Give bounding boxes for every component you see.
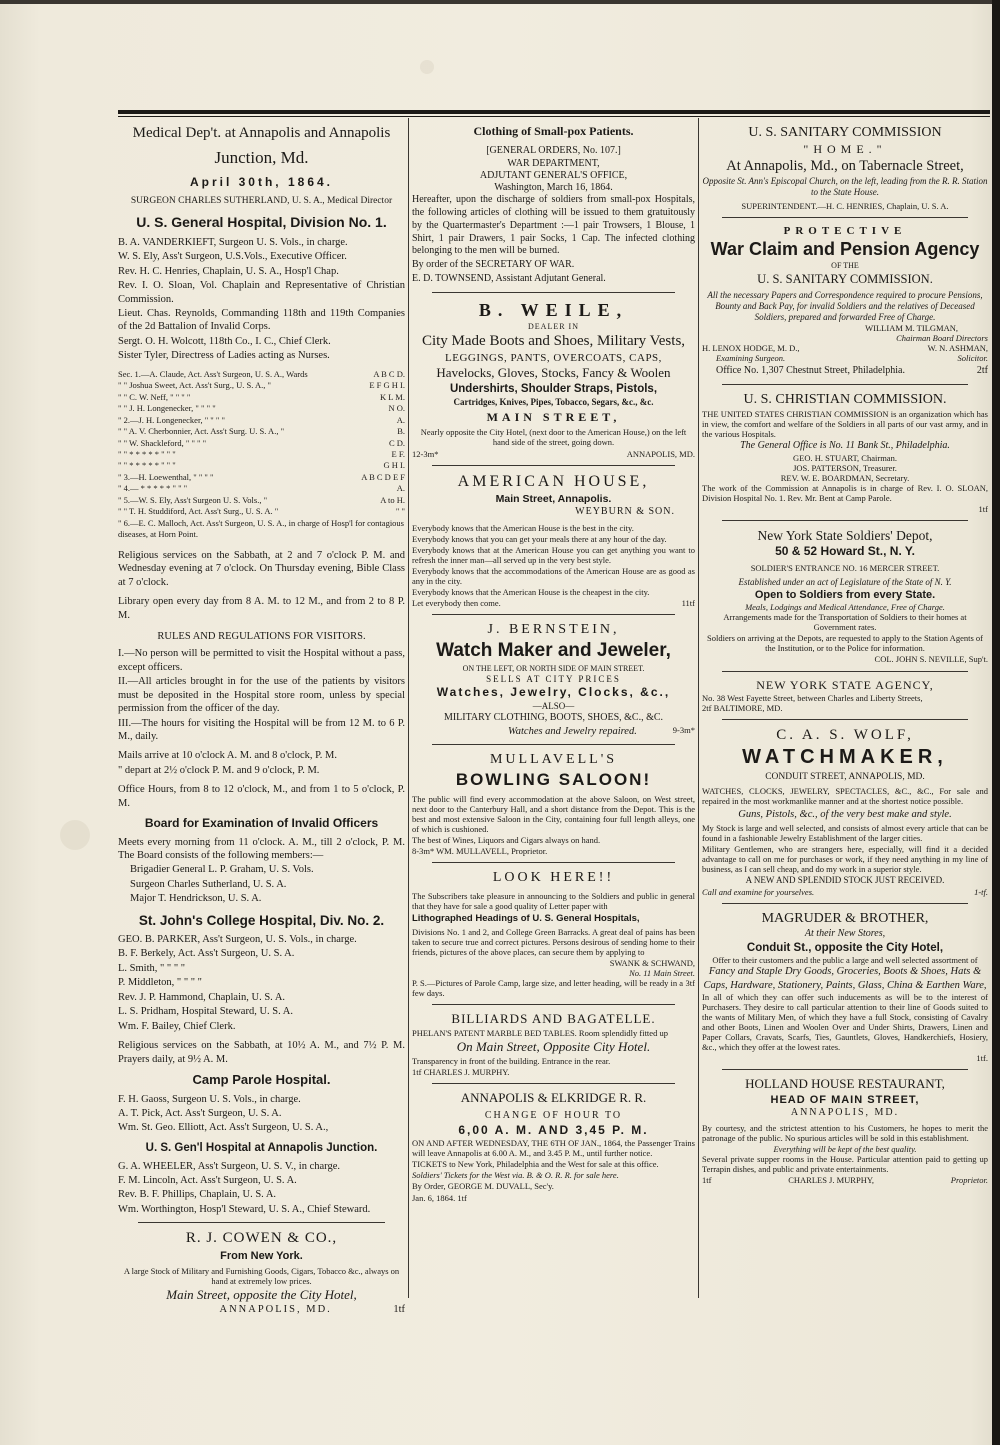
christian-office: The General Office is No. 11 Bank St., Philadelphia. [740,439,950,451]
office-hours: Office Hours, from 8 to 12 o'clock, M., and from 1 to 5 o'clock, P. M. [118,784,405,809]
office-address: Office No. 1,307 Chestnut Street, Philadelphia. [716,365,905,377]
ashman-role: Solicitor. [957,353,988,364]
divider [722,671,968,672]
rules-title: RULES AND REGULATIONS FOR VISITORS. [157,630,366,642]
hodge-name: H. LENOX HODGE, M. D., [702,343,800,354]
look-text: The Subscribers take pleasure in announcing to the Soldiers and public in general that they have for sale a good quality of Letter paper with [412,891,695,912]
american-subtitle: Main Street, Annapolis. [495,492,612,505]
look-heading: Lithographed Headings of U. S. General Hospitals, [412,913,640,925]
railroad-sign: By Order, GEORGE M. DUVALL, Sec'y. [412,1181,554,1192]
ward-letters: N O. [388,403,405,414]
ward-row [118,460,405,471]
billiards-text: PHELAN'S PATENT MARBLE BED TABLES. Room splendidly fitted up [412,1027,668,1038]
dateline: April 30th, 1864. [189,174,334,189]
mails-depart: " depart at 2½ o'clock P. M. and 9 o'clock, P. M. [118,764,320,776]
staff-line: F. H. Gaoss, Surgeon U. S. Vols., in charge. [118,1093,301,1105]
sanitary-title: U. S. SANITARY COMMISSION [748,125,942,140]
billiards-note: Transparency in front of the building. Entrance in the rear. [412,1055,611,1066]
agency-title: NEW YORK STATE AGENCY, [756,677,934,692]
ny-depot-established: Established under an act of Legislature of the State of N. Y. [738,577,952,588]
railroad-soldiers: Soldiers' Tickets for the West via. B. & O. R. R. for sale here. [412,1170,619,1181]
wolf-code: 1-tf. [974,886,988,897]
christian-code: 1tf [978,503,988,514]
spacer [412,725,472,738]
look-text-2: Divisions No. 1 and 2, and College Green Barracks. A great deal of pains has been taken to secure true and correct pictures. Persons desirous of sending home to their friends, pictures of the above places, can secure them by applying to [412,927,695,958]
column-divider [408,118,409,1298]
staff-line: Rev. I. O. Sloan, Vol. Chaplain and Representative of Christian Commission. [118,280,405,305]
page-right-edge [992,0,1000,1445]
wolf-stock: My Stock is large and well selected, and consists of almost every article that can be found in a fashionable Jewelry Establishment of the larger cities. [702,823,988,844]
magruder-location: Conduit St., opposite the City Hotel, [746,941,944,954]
junction-title: U. S. Gen'l Hospital at Annapolis Junction. [145,1141,378,1154]
divider [722,217,968,218]
bernstein-items: Watches, Jewelry, Clocks, &c., [436,685,671,700]
staff-line: Wm. F. Bailey, Chief Clerk. [118,1020,236,1032]
orders-line: Washington, March 16, 1864. [494,181,613,193]
rule-item: III.—The hours for visiting the Hospital will be from 12 M. to 6 P. M., daily. [118,717,405,742]
staff-line: F. M. Lincoln, Act. Ass't Surgeon, U. S. A. [118,1175,297,1187]
officers-role-row [702,353,988,363]
billiards-location: On Main Street, Opposite City Hotel. [456,1038,651,1054]
staff-line: GEO. B. PARKER, Ass't Surgeon, U. S. Vols., in charge. [118,934,357,945]
bernstein-code: 9-3m* [672,724,695,735]
officers-row [702,343,988,353]
library-hours: Library open every day from 8 A. M. to 12 M., and from 2 to 8 P. M. [118,596,405,621]
ward-surgeon: " " * * * * * " " " [118,460,176,471]
american-end: Let everybody then come. [412,598,501,609]
divider [432,614,675,615]
camp-parole-title: Camp Parole Hospital. [192,1071,331,1087]
ward-surgeon: Sec. 1.—A. Claude, Act. Ass't Surgeon, U. S. A., Wards [118,368,308,379]
ward-row [118,483,405,494]
holland-title: HOLLAND HOUSE RESTAURANT, [745,1076,945,1092]
ward-surgeon: " " T. H. Studdiford, Act. Ass't Surg., U. S. A. " [118,506,279,517]
wolf-military: Military Gentlemen, who are strangers here, especially, will find it a decided advantage to call on me for purchases or work, if they need anything in my line of business, as I can sell cheap, and do my work in a superior style. [702,844,988,875]
american-line: Everybody knows that you can get your meals there at any hour of the day. [412,534,667,545]
american-footer [412,598,695,608]
ward-letters: E F. [391,449,405,459]
ny-depot-sign: COL. JOHN S. NEVILLE, Sup't. [874,654,988,665]
ward-letters: E F G H I. [369,380,405,391]
column-divider [698,118,699,1298]
railroad-title: ANNAPOLIS & ELKRIDGE R. R. [460,1089,647,1105]
orders-line: WAR DEPARTMENT, [507,157,600,169]
cowen-footer [118,1303,405,1316]
american-owner: WEYBURN & SON. [575,506,675,518]
column-1 [118,120,405,1317]
home-location: At Annapolis, Md., on Tabernacle Street, [726,158,964,175]
mails-arrive: Mails arrive at 10 o'clock A. M. and 8 o'clock, P. M. [118,750,337,762]
hodge-role: Examining Surgeon. [716,353,786,364]
ward-table [118,369,405,541]
bernstein-location: ON THE LEFT, OR NORTH SIDE OF MAIN STREET. [462,663,645,673]
ny-depot-soldiers: Soldiers on arriving at the Depots, are requested to apply to the Station Agents of the Institution, or to the Police for information. [707,633,983,654]
divider [722,384,968,385]
christian-officer: REV. W. E. BOARDMAN, Secretary. [780,472,910,483]
orders-header [412,145,695,194]
board-member: Brigadier General L. P. Graham, U. S. Vols. [130,864,314,876]
home-superintendent: SUPERINTENDENT.—H. C. HENRIES, Chaplain, U. S. A. [741,200,949,211]
ward-row [118,449,405,460]
st-johns-services: Religious services on the Sabbath, at 10½ A. M., and 7½ P. M. Prayers daily, at 9½ A. M. [118,1040,405,1065]
page-top-edge [0,0,992,4]
cowen-address: Main Street, opposite the City Hotel, [166,1286,357,1302]
ward-letters: A. [396,414,405,425]
of-the: OF THE [831,260,859,270]
divider [722,903,968,904]
railroad-change: CHANGE OF HOUR TO [484,1110,623,1122]
ward-row [118,392,405,403]
war-claim-title: War Claim and Pension Agency [710,238,980,259]
office-row [702,365,988,378]
bernstein-heading: Watch Maker and Jeweler, [436,640,671,662]
tilghman-role: Chairman Board Directors [896,333,988,344]
ward-row [118,438,405,449]
look-address: No. 11 Main Street. [629,968,695,979]
wolf-new-stock: A NEW AND SPLENDID STOCK JUST RECEIVED. [745,875,945,886]
holland-city: ANNAPOLIS, MD. [790,1107,900,1119]
medical-dept-title-2: Junction, Md. [214,148,309,168]
division-1-staff [118,236,405,363]
billiards-title: BILLIARDS AND BAGATELLE. [451,1011,656,1027]
railroad-tickets: TICKETS to New York, Philadelphia and the West for sale at this office. [412,1159,659,1170]
staff-line: L. S. Pridham, Hospital Steward, U. S. A. [118,1006,293,1018]
look-sign: SWANK & SCHWAND, [609,958,695,969]
mullavell-sign: 8-3m* WM. MULLAVELL, Proprietor. [412,846,548,857]
holland-footer [702,1175,988,1185]
staff-line: Wm. St. Geo. Elliott, Act. Ass't Surgeon, U. S. A., [118,1122,329,1134]
wolf-call: Call and examine for yourselves. [702,886,815,897]
ward-row [118,506,405,517]
ward-surgeon: " 4.— * * * * * " " " [118,483,188,494]
ward-surgeon: " " Joshua Sweet, Act. Ass't Surg., U. S. A., " [118,380,271,391]
american-code: 11tf [681,598,695,609]
weile-line: City Made Boots and Shoes, Military Vests, [421,332,686,349]
holland-style: Everything will be kept of the best quality. [773,1143,917,1154]
weile-line: LEGGINGS, PANTS, OVERCOATS, CAPS, [445,352,662,365]
divider [722,1069,968,1070]
look-ps-row [412,978,695,998]
ward-surgeon: " " * * * * * " " " [118,449,176,459]
ward-row [118,380,405,391]
american-line: Everybody knows that the accommodations of the American House are as good as any in the city. [412,566,695,587]
rule-item: II.—All articles brought in for the use of the patients by visitors must be deposited in the Hospital store room, unless by special permission from the officer of the day. [118,676,405,715]
ward-surgeon: " " A. V. Cherbonnier, Act. Ass't Surg. U. S. A., " [118,426,285,437]
american-line: Everybody knows that the American House is the cheapest in the city. [412,587,650,598]
home-subtitle: Opposite St. Ann's Episcopal Church, on the left, leading from the R. R. Station to the State House. [702,175,988,197]
look-ps: P. S.—Pictures of Parole Camp, large size, and letter heading, will be ready in a few days. [412,978,684,999]
christian-text: THE UNITED STATES CHRISTIAN COMMISSION is an organization which has in view, the comfort and welfare of the Soldiers in all parts of our vast army, and in the various Hospitals. [702,408,988,439]
magruder-title: MAGRUDER & BROTHER, [761,910,929,926]
divider [138,1222,385,1223]
weile-line: Havelocks, Gloves, Stocks, Fancy & Woolen [436,365,671,381]
ward-letters: A to H. [380,494,405,505]
weile-dealer: DEALER IN [528,321,579,331]
board-member: Major T. Hendrickson, U. S. A. [130,893,262,905]
cowen-city: ANNAPOLIS, MD. [219,1304,332,1316]
orders-sign: By order of the SECRETARY OF WAR. [412,259,575,271]
agency-sign: 2tf BALTIMORE, MD. [702,702,783,713]
wolf-title: C. A. S. WOLF, [776,726,914,743]
ward-surgeon: " " C. W. Neff, " " " " [118,391,191,402]
divider [432,465,675,466]
ward-letters: G H I. [383,460,405,471]
top-rule [118,110,990,114]
staff-line: Lieut. Chas. Reynolds, Commanding 118th and 119th Companies of the 2d Battalion of Invalid Corps. [118,307,405,333]
column-3 [702,120,988,1185]
division-1-title: U. S. General Hospital, Division No. 1. [136,213,387,230]
ward-surgeon: " 3.—H. Loewenthal, " " " " [118,471,214,482]
medical-director: SURGEON CHARLES SUTHERLAND, U. S. A., Medical Director [130,196,393,207]
magruder-code: 1tf. [976,1053,988,1064]
magruder-offer: Offer to their customers and the public a large and well selected assortment of [712,955,978,966]
weile-line: Nearly opposite the City Hotel, (next door to the American House,) on the left hand side of the street, going down. [420,427,687,448]
cowen-text: A large Stock of Military and Furnishing Goods, Cigars, Tobacco &c., always on hand at extremely low prices. [123,1265,400,1286]
staff-line: Sister Tyler, Directress of Ladies acting as Nurses. [118,350,330,362]
wolf-footer [702,887,988,897]
staff-line: B. A. VANDERKIEFT, Surgeon U. S. Vols., in charge. [118,236,348,248]
holland-sign: CHARLES J. MURPHY, [788,1174,875,1185]
ny-depot-entrance: SOLDIER'S ENTRANCE NO. 16 MERCER STREET. [750,563,940,574]
weile-city: ANNAPOLIS, MD. [626,449,695,460]
ward-surgeon: " " W. Shackleford, " " " " [118,437,207,448]
railroad-date: Jan. 6, 1864. 1tf [412,1192,467,1203]
bernstein-title: J. BERNSTEIN, [487,622,620,638]
agency-address: No. 38 West Fayette Street, between Charles and Liberty Streets, [702,692,923,703]
ny-depot-address: 50 & 52 Howard St., N. Y. [775,543,915,558]
magruder-goods: Fancy and Staple Dry Goods, Groceries, Boots & Shoes, Hats & Caps, Hardware, Stationery, Paints, Glass, China & Earthen Ware, [703,966,987,991]
ward-surgeon: " 5.—W. S. Ely, Ass't Surgeon U. S. Vols., " [118,494,268,505]
medical-dept-title: Medical Dep't. at Annapolis and Annapolis [132,125,391,141]
protective-label: PROTECTIVE [783,224,907,237]
ward-row [118,403,405,414]
staff-line: A. T. Pick, Act. Ass't Surgeon, U. S. A. [118,1108,282,1119]
paper-stain [420,60,434,74]
board-member: Surgeon Charles Sutherland, U. S. A. [130,878,287,890]
board-text: Meets every morning from 11 o'clock. A. M., till 2 o'clock, P. M. The Board consists of the following members:— [118,836,405,861]
smallpox-title: Clothing of Small-pox Patients. [473,124,634,138]
ward-row [118,495,405,506]
claim-text: All the necessary Papers and Correspondence required to procure Pensions, Bounty and Back Pay, for invalid Soldiers and the relatives of Deceased Soldiers, prepared and forwarded Free of Charge. [707,290,983,323]
divider [722,719,968,720]
divider [432,744,675,745]
column-2 [412,120,695,1209]
wolf-text: WATCHES, CLOCKS, JEWELRY, SPECTACLES, &C., &C., For sale and repaired in the most workmanlike manner and at the shortest notice possible. [702,785,988,806]
ward-letters: B. [397,426,405,437]
divider [432,1083,675,1084]
ward-letters: A B C D. [373,368,405,379]
orders-sign: E. D. TOWNSEND, Assistant Adjutant General. [412,272,606,284]
wolf-guns: Guns, Pistols, &c., of the very best make and style. [738,808,952,820]
ward-letters: A B C D E F [361,471,405,482]
divider [432,1004,675,1005]
ward-surgeon: " 2.—J. H. Longenecker, " " " " [118,414,225,425]
ward-row [118,369,405,380]
weile-line: Cartridges, Knives, Pipes, Tobacco, Segars, &c., &c. [453,396,654,407]
staff-line: P. Middleton, " " " " [118,977,202,989]
ny-depot-arrangements: Arrangements made for the Transportation of Soldiers to their homes at Government rates. [723,612,967,633]
cowen-title: R. J. COWEN & CO., [185,1230,338,1247]
top-rule-thin [118,116,990,117]
ward-letters: A. [396,483,405,494]
wolf-location: CONDUIT STREET, ANNAPOLIS, MD. [765,771,925,782]
holland-heading: HEAD OF MAIN STREET, [770,1093,920,1106]
staff-line: Wm. Worthington, Hosp'l Steward, U. S. A., Chief Steward. [118,1203,371,1215]
railroad-times: 6,00 A. M. AND 3,45 P. M. [458,1123,649,1138]
mullavell-title: MULLAVELL'S [489,752,618,768]
mullavell-text: The public will find every accommodation at the above Saloon, on West street, next door to the Canterbury Hall, and a short distance from the Depot. This is the best and most extensive Saloon in the City, containing four full length alleys, one of which is cushioned. [412,794,695,835]
mullavell-heading: BOWLING SALOON! [455,770,652,790]
billiards-sign: 1tf CHARLES J. MURPHY. [412,1066,510,1077]
orders-line: ADJUTANT GENERAL'S OFFICE, [479,169,628,181]
ward-row [118,472,405,483]
holland-role: Proprietor. [950,1174,988,1185]
weile-line: Undershirts, Shoulder Straps, Pistols, [449,382,658,395]
staff-line: B. F. Berkely, Act. Ass't Surgeon, U. S. A. [118,948,295,960]
ashman-name: W. N. ASHMAN, [927,343,988,354]
office-code: 2tf [976,365,988,377]
bernstein-also: —ALSO— [532,700,575,711]
christian-officer: GEO. H. STUART, Chairman. [793,452,897,463]
weile-code: 12-3m* [412,449,439,460]
divider [722,520,968,521]
weile-footer [412,449,695,459]
staff-line: G. A. WHEELER, Ass't Surgeon, U. S. V., in charge. [118,1160,341,1172]
american-title: AMERICAN HOUSE, [457,473,650,491]
rule-item: I.—No person will be permitted to visit the Hospital without a pass, except officers. [118,648,405,673]
spacer [118,1303,158,1316]
american-text [412,523,695,608]
commission-name: U. S. SANITARY COMMISSION. [757,272,933,287]
american-line: Everybody knows that at the American House you can get anything you want to refresh the inner man—all served up in the very best style. [412,545,695,566]
ny-depot-meals: Meals, Lodgings and Medical Attendance, Free of Charge. [745,602,945,613]
mullavell-best: The best of Wines, Liquors and Cigars always on hand. [412,835,601,846]
orders-line: [GENERAL ORDERS, No. 107.] [486,145,621,157]
american-line: Everybody knows that the American House is the best in the city. [412,523,634,534]
st-johns-title: St. John's College Hospital, Div. No. 2. [138,912,385,928]
holland-text: By courtesy, and the strictest attention to his Customers, he hopes to merit the patronage of the public. No spurious articles will be sold in this establishment. [702,1122,988,1143]
ward-row [118,426,405,437]
christian-work: The work of the Commission at Annapolis is in charge of Rev. I. O. SLOAN, Division Hospital No. 1. Rev. Mr. Bent at Camp Parole. [702,482,988,503]
paper-stain [60,820,90,850]
ny-depot-title: New York State Soldiers' Depot, [757,527,933,543]
ward-letters: K L M. [380,391,405,402]
orders-text: Hereafter, upon the discharge of soldiers from small-pox Hospitals, the following articles of clothing will be issued to them gratuitously by the Quartermaster's Department :—1 pair Trowsers, 1 Blouse, 1 Shirt, 1 pair Drawers, 1 pair Socks, 1 Cap. The infected clothing belonging to the men will be burned. [412,194,695,257]
look-code: 3tf [685,978,695,989]
staff-line: L. Smith, " " " " [118,962,186,974]
ward-surgeon: " 6.—E. C. Malloch, Act. Ass't Surgeon, U. S. A., in charge of Hosp'l for contagious diseases, at Horn Point. [118,517,404,540]
cowen-code: 1tf [393,1304,405,1316]
board-title: Board for Examination of Invalid Officers [144,816,379,831]
holland-text-2: Several private supper rooms in the House. Particular attention paid to getting up Terrapin dishes, and public and private entertainments. [702,1153,988,1174]
magruder-subtitle: At their New Stores, [804,927,886,939]
divider [432,292,675,293]
ward-row [118,415,405,426]
ward-letters: " " [395,506,405,517]
home-heading: "HOME." [803,141,887,156]
staff-line: W. S. Ely, Ass't Surgeon, U.S.Vols., Executive Officer. [118,251,347,263]
ny-depot-open: Open to Soldiers from every State. [754,589,936,602]
staff-line: Rev. J. P. Hammond, Chaplain, U. S. A. [118,991,286,1003]
religious-services: Religious services on the Sabbath, at 2 and 7 o'clock P. M. and Wednesday evening at 7 o'clock. On Thursday evening, Bible Class at 7 o'clock. [118,549,405,588]
cowen-subtitle: From New York. [220,1249,303,1262]
divider [432,862,675,863]
staff-line: Sergt. O. H. Wolcott, 118th Co., I. C., Chief Clerk. [118,335,331,347]
staff-line: Rev. H. C. Henries, Chaplain, U. S. A., Hosp'l Chap. [118,265,339,277]
christian-officer: JOS. PATTERSON, Treasurer. [793,462,897,473]
staff-line: Rev. B. F. Phillips, Chaplain, U. S. A. [118,1189,277,1201]
bernstein-military: MILITARY CLOTHING, BOOTS, SHOES, &C., &C. [443,712,664,724]
ward-row [118,518,405,541]
holland-code: 1tf [702,1174,712,1185]
ward-letters: C D. [388,437,405,448]
bernstein-footer [412,725,695,738]
christian-title: U. S. CHRISTIAN COMMISSION. [743,391,947,407]
railroad-text: ON AND AFTER WEDNESDAY, THE 6TH OF JAN., 1864, the Passenger Trains will leave Annapolis at 6.00 A. M., and 3.45 P. M., until further notice. [412,1138,695,1159]
magruder-text: In all of which they can offer such inducements as will be to the interest of Purchasers. They desire to call particular attention to their line of Goods suited to the wants of Military Men, of which they have a full Stock, consisting of Cavalry and other Boots, Linen and Woolen Over and Under Shirts, Drawers, Linen and Paper Collars, Cravats, Scarfs, Ties, Gauntlets, Gloves, Handkerchiefs, Hosiery, &c., which they offer at the lowest rates. [702,992,988,1053]
bernstein-repaired: Watches and Jewelry repaired. [507,725,637,737]
wolf-heading: WATCHMAKER, [742,746,948,769]
look-title: LOOK HERE!! [492,870,615,886]
weile-title: B. WEILE, [478,299,629,320]
ward-surgeon: " " J. H. Longenecker, " " " " [118,403,216,414]
tilghman-name: WILLIAM M. TILGMAN, [865,323,958,334]
bernstein-sells: SELLS AT CITY PRICES [486,673,621,684]
weile-line: MAIN STREET, [486,410,621,425]
